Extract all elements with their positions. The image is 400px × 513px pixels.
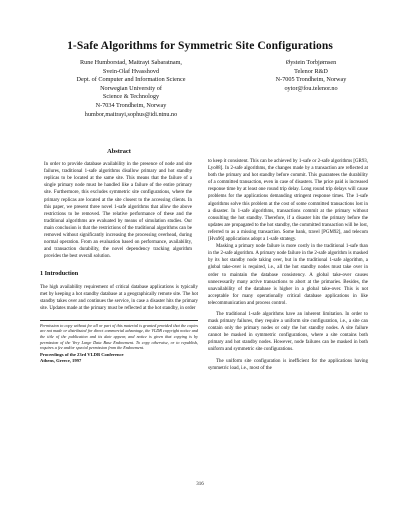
body-paragraph: The uniform site configuration is inefficient for the applications having symmetric load, i.e., most of the <box>208 358 368 371</box>
proceedings-note: Proceedings of the 23rd VLDB Conference Athens, Greece, 1997 <box>40 351 124 363</box>
author-address: N-7034 Trondheim, Norway <box>95 101 167 109</box>
body-paragraph: Masking a primary node failure is more costly in the traditional 1-safe than in the 2-safe algorithm. A primary node failure in the 2-safe algorithm is masked by its hot standby node taking over, but in the traditional 1-safe algorithm, a global take-over is required, i.e., all the hot standby nodes must take over in order to maintain the database consistency. A global take-over causes unnecessarily many active transactions to abort at the primaries. Besides, the unavailability of the database is higher in a global take-over. This is not acceptable for many operationally critical database applications in like telecommunication and process control. <box>208 244 368 306</box>
author-email: oytor@fou.telenor.no <box>284 84 338 92</box>
left-column <box>40 148 198 364</box>
abstract-heading: Abstract <box>107 148 131 155</box>
intro-paragraph: The high availability requirement of critical database applications is typically met by keeping a hot standby database at a geographically remote site. The hot standby takes over and continues the service, in case a disaster hits the primary site. Updates made at the primary must be reflected at the hot standby, in order <box>40 284 198 311</box>
copyright-footnote <box>40 320 198 364</box>
author-block-left <box>36 59 226 119</box>
footnote-text: Permission to copy without fee all or part of this material is granted provided that the copies are not made or distributed for direct commercial advantage, the VLDB copyright notice and the title of the publication and its date appear, and notice is given that copying is by permission of the Very Large Data Base Endowment. To copy otherwise, or to republish, requires a fee and/or special permission from the Endowment. <box>40 322 198 351</box>
abstract-text: In order to provide database availability in the presence of node and site failures, traditional 1-safe algorithms disallow primary and hot standby replicas to be located at the same site. This means that the failure of a single primary node must be handled like a failure of the entire primary site. Furthermore, this excludes symmetric site configurations, where the primary replicas are located at the site closest to the accessing clients. In this paper, we present three novel 1-safe algorithms that allow the above restrictions to be removed. The relative performance of these and the traditional algorithms are evaluated by means of simulation studies. Our main conclusion is that the restrictions of the traditional algorithms can be removed without significantly increasing the processing overhead, during normal operation. From an evaluation based on performance, availability, and transaction durability, the novel dependency tracking algorithm provides the best overall solution. <box>44 162 192 260</box>
section-heading: 1 Introduction <box>40 270 79 278</box>
author-affiliation: Dept. of Computer and Information Science <box>76 76 186 84</box>
paper-title: 1-Safe Algorithms for Symmetric Site Configurations <box>67 40 333 52</box>
author-block-right <box>236 59 386 93</box>
right-column <box>208 158 368 372</box>
author-email: humbor,maitrayi,sophus@idi.ntnu.no <box>84 110 178 118</box>
author-line: Rune Humborstad, Maitrayi Sabaratnam, <box>80 59 182 66</box>
author-address: N-7005 Trondheim, Norway <box>275 76 347 84</box>
body-paragraph: The traditional 1-safe algorithms have an inherent limitation. In order to mask primary failures, they require a uniform site configuration, i.e., a site can contain only the primary nodes or only the hot standby nodes. A site failure cannot be masked in symmetric configurations, where a site contains both primary and hot standby nodes. However, node failures can be masked in both uniform and symmetric site configurations. <box>208 311 368 353</box>
page-number: 316 <box>196 482 204 487</box>
author-line: Svein-Olaf Hvasshovd <box>102 67 160 75</box>
author-line: Øystein Torbjørnsen <box>285 59 337 66</box>
author-affiliation: Telenor R&D <box>294 67 328 75</box>
body-paragraph: to keep it consistent. This can be achieved by 1-safe or 2-safe algorithms [GR93, Lyo88]. In 2-safe algorithms, the changes made by a transaction are reflected at both the primary and hot standby before commit. This guarantees the durability of a committed transaction, even in case of disasters. The price paid is increased response time by at least one round trip delay. Long round trip delays will cause problems for the applications demanding stringent response times. The 1-safe algorithms solve this problem at the cost of some committed transactions lost in a disaster. In 1-safe algorithms, transactions commit at the primary without consulting the hot standby. Therefore, if a disaster hits the primary before the updates are propagated to the hot standby, the committed transaction will be lost, referred to as a missing transaction. Some bank, travel [PGM92], and telecom [Hva96] applications adopt a 1-safe strategy. <box>208 159 368 243</box>
author-affiliation: Science & Technology <box>102 93 160 101</box>
author-affiliation: Norwegian University of <box>100 84 162 92</box>
